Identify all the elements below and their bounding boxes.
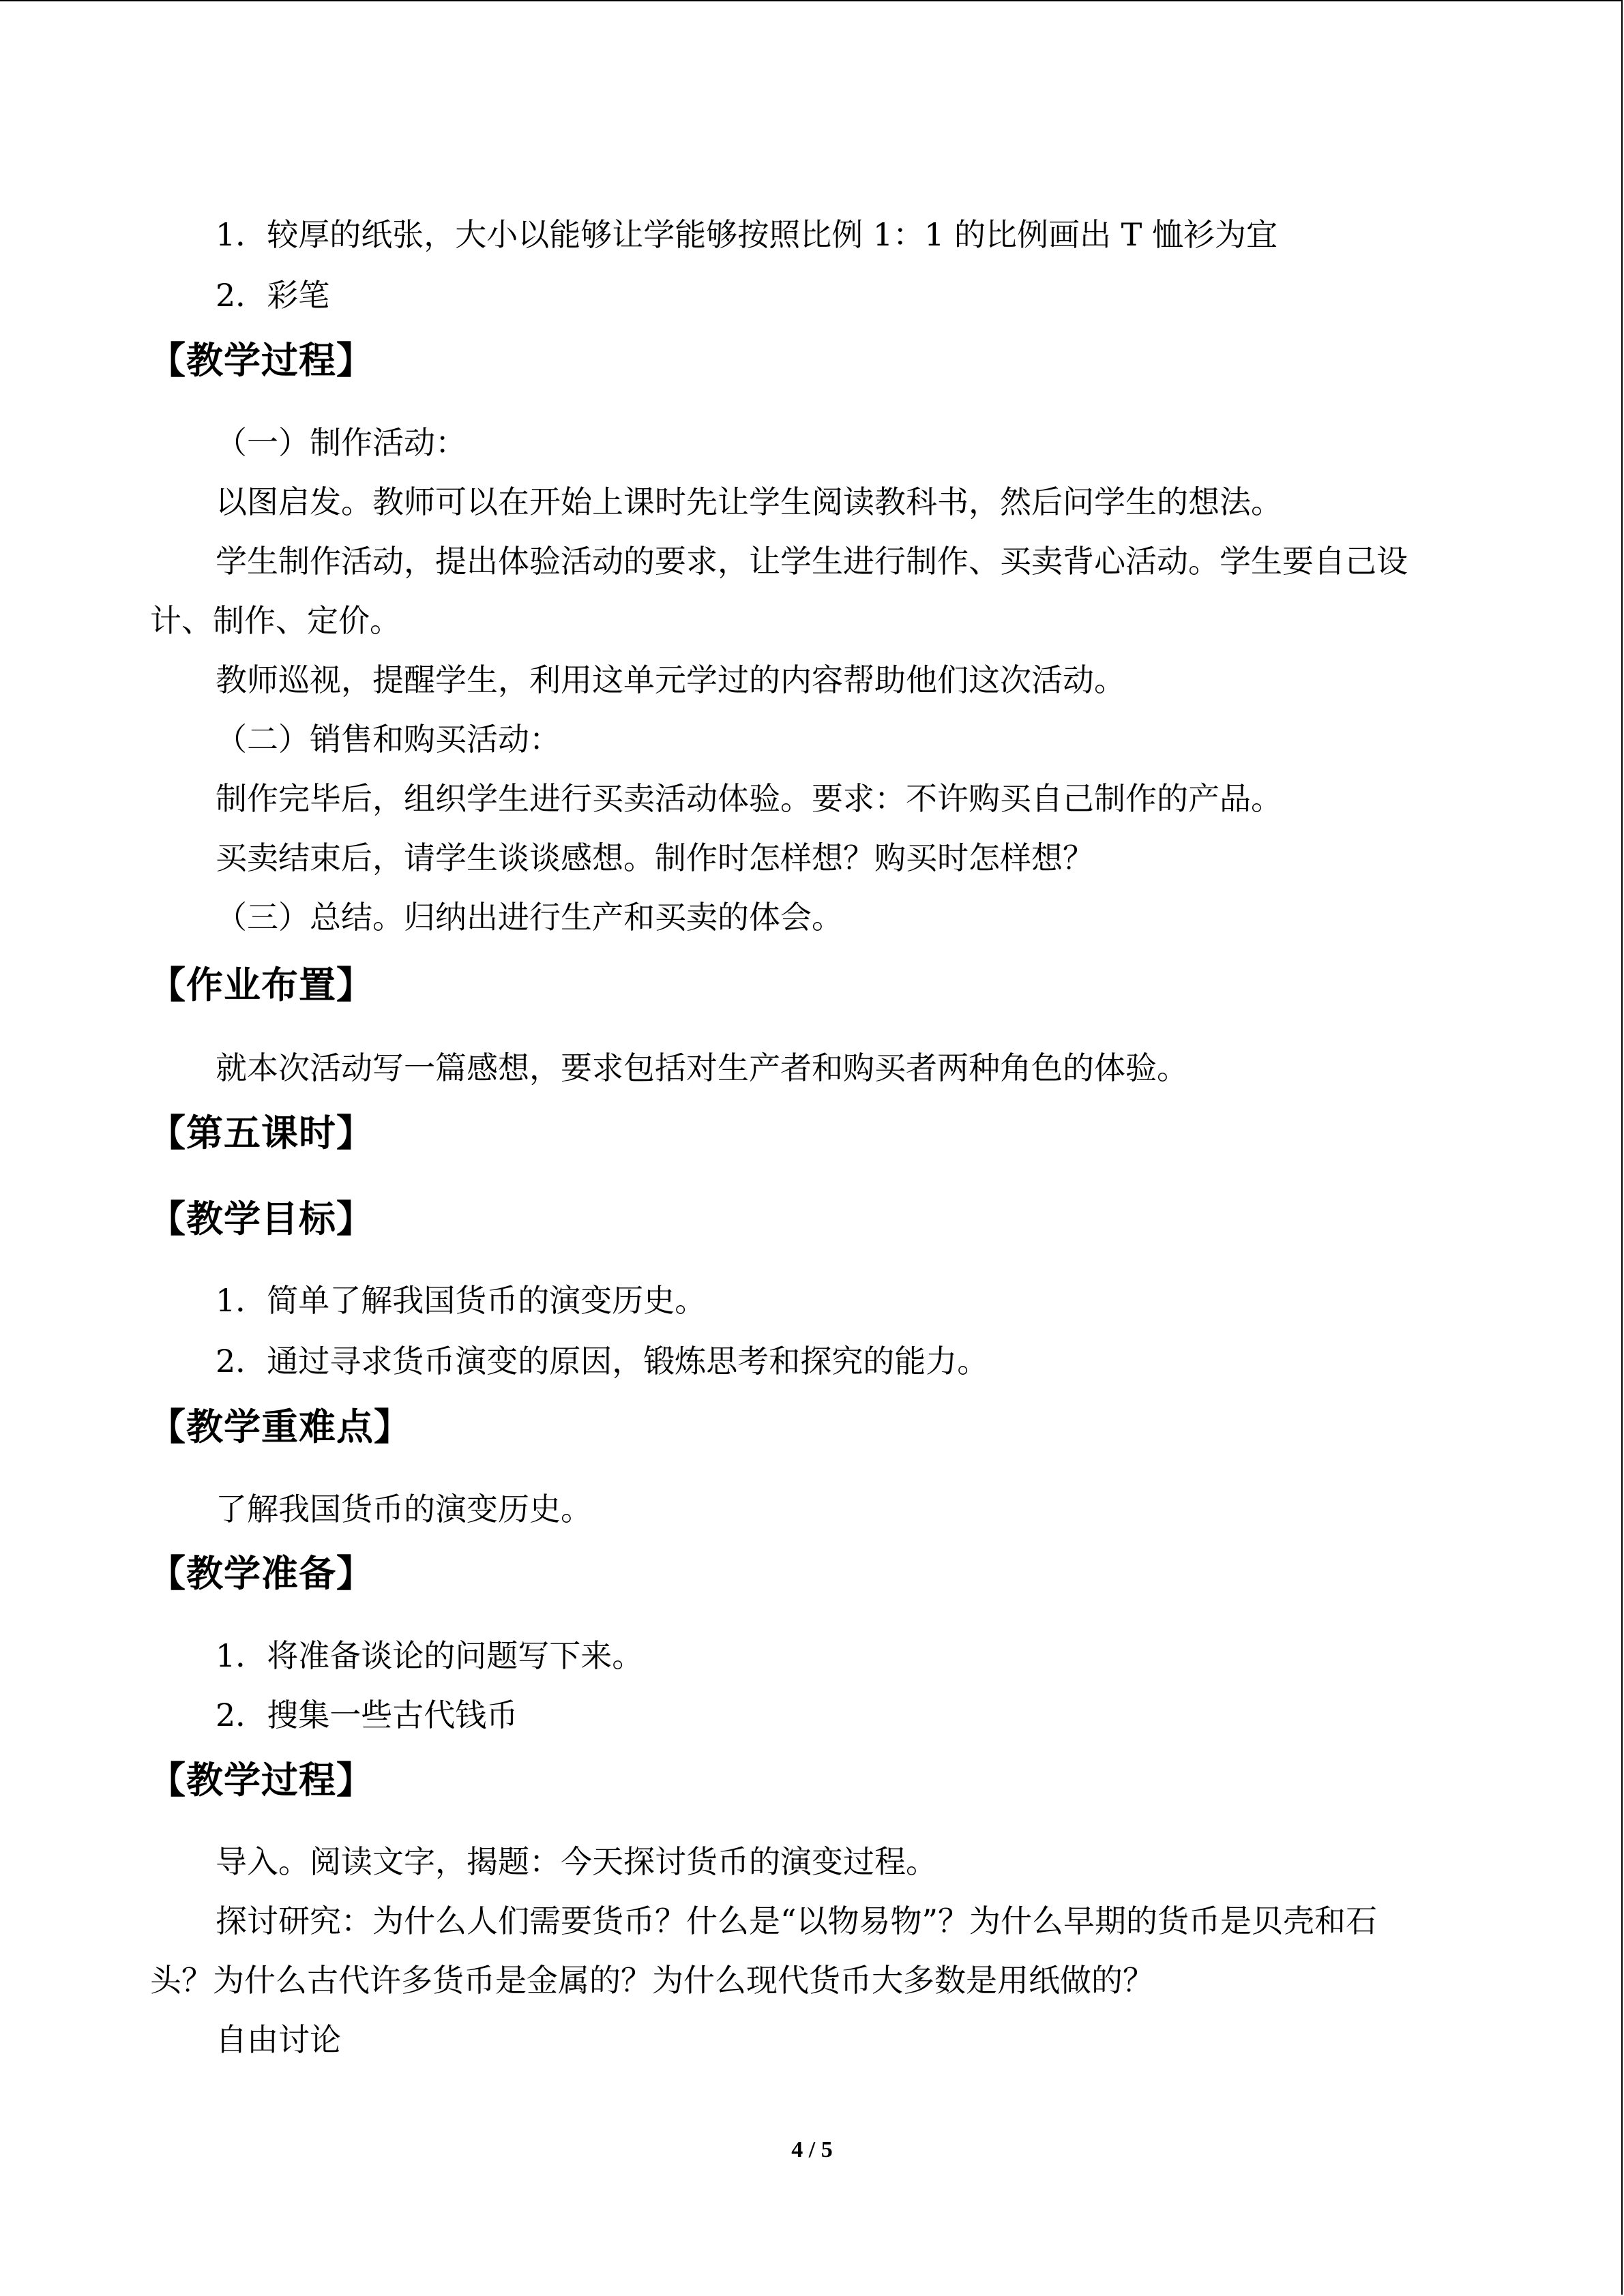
process-line-9: （三）总结。归纳出进行生产和买卖的体会。 bbox=[216, 899, 843, 936]
goals-item-2: 2．通过寻求货币演变的原因，锻炼思考和探究的能力。 bbox=[216, 1343, 989, 1380]
process2-line-3: 头？为什么古代许多货币是金属的？为什么现代货币大多数是用纸做的？ bbox=[150, 1962, 1154, 1999]
process-line-3: 学生制作活动，提出体验活动的要求，让学生进行制作、买卖背心活动。学生要自己设 bbox=[216, 543, 1408, 580]
section-heading-goals: 【教学目标】 bbox=[149, 1197, 374, 1240]
section-heading-process: 【教学过程】 bbox=[149, 338, 374, 382]
process-line-1: （一）制作活动： bbox=[216, 424, 467, 461]
process2-line-4: 自由讨论 bbox=[216, 2021, 341, 2058]
section-heading-lesson5: 【第五课时】 bbox=[149, 1111, 374, 1154]
keypoints-text: 了解我国货币的演变历史。 bbox=[216, 1491, 592, 1527]
process-line-4: 计、制作、定价。 bbox=[150, 602, 401, 639]
page-number: 4 / 5 bbox=[791, 2137, 833, 2162]
section-heading-process-2: 【教学过程】 bbox=[149, 1758, 374, 1802]
homework-text: 就本次活动写一篇感想，要求包括对生产者和购买者两种角色的体验。 bbox=[216, 1049, 1188, 1086]
process-line-5: 教师巡视，提醒学生，利用这单元学过的内容帮助他们这次活动。 bbox=[216, 661, 1125, 698]
materials-item-1: 1．较厚的纸张，大小以能够让学能够按照比例 1：1 的比例画出 T 恤衫为宜 bbox=[216, 216, 1278, 253]
materials-item-2: 2．彩笔 bbox=[216, 277, 330, 314]
process-line-2: 以图启发。教师可以在开始上课时先让学生阅读教科书，然后问学生的想法。 bbox=[216, 483, 1282, 520]
process-line-8: 买卖结束后，请学生谈谈感想。制作时怎样想？购买时怎样想？ bbox=[216, 839, 1094, 876]
section-heading-keypoints: 【教学重难点】 bbox=[149, 1405, 411, 1448]
process-line-7: 制作完毕后，组织学生进行买卖活动体验。要求：不许购买自己制作的产品。 bbox=[216, 780, 1282, 817]
preparation-item-2: 2．搜集一些古代钱币 bbox=[216, 1697, 518, 1733]
section-heading-homework: 【作业布置】 bbox=[149, 963, 374, 1007]
process-line-6: （二）销售和购买活动： bbox=[216, 721, 561, 758]
process2-line-2: 探讨研究：为什么人们需要货币？什么是“以物易物”？为什么早期的货币是贝壳和石 bbox=[216, 1903, 1378, 1939]
section-heading-preparation: 【教学准备】 bbox=[149, 1551, 374, 1595]
preparation-item-1: 1．将准备谈论的问题写下来。 bbox=[216, 1637, 644, 1674]
goals-item-1: 1．简单了解我国货币的演变历史。 bbox=[216, 1282, 707, 1319]
process2-line-1: 导入。阅读文字，揭题：今天探讨货币的演变过程。 bbox=[216, 1843, 937, 1880]
